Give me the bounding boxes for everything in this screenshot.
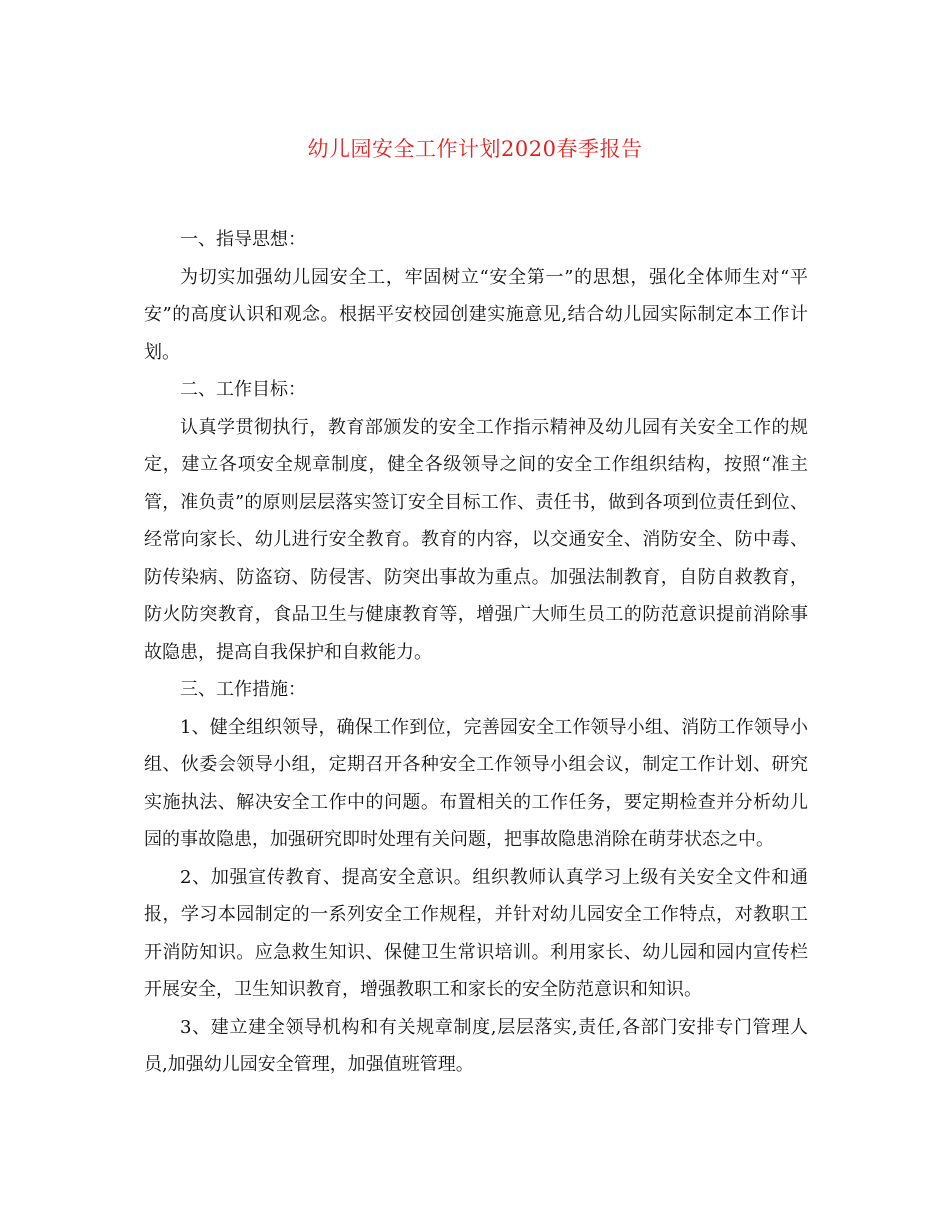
section-heading-work-goals: 二、工作目标： [180, 379, 306, 400]
document-body [144, 221, 808, 1084]
paragraph-measure-1: 1、健全组织领导，确保工作到位，完善园安全工作领导小组、消防工作领导小组、伙委会领导小组，定期召开各种安全工作领导小组会议，制定工作计划、研究实施执法、解决安全工作中的问题。布置相关的工作任务，要定期检查并分析幼儿园的事故隐患，加强研究即时处理有关问题，把事故隐患消除在萌芽状态之中。 [144, 716, 808, 850]
paragraph-work-goals: 认真学贯彻执行，教育部颁发的安全工作指示精神及幼儿园有关安全工作的规定，建立各项安全规章制度，健全各级领导之间的安全工作组织结构，按照“准主管，准负责”的原则层层落实签订安全目标工作、责任书，做到各项到位责任到位、经常向家长、幼儿进行安全教育。教育的内容，以交通安全、消防安全、防中毒、防传染病、防盗窃、防侵害、防突出事故为重点。加强法制教育，自防自救教育，防火防突教育，食品卫生与健康教育等，增强广大师生员工的防范意识提前消除事故隐患，提高自我保护和自救能力。 [144, 416, 808, 663]
paragraph-guiding-ideology: 为切实加强幼儿园安全工，牢固树立“安全第一”的思想，强化全体师生对“平安”的高度认识和观念。根据平安校园创建实施意见,结合幼儿园实际制定本工作计划。 [144, 266, 808, 363]
section-heading-work-measures: 三、工作措施： [180, 679, 306, 700]
paragraph-measure-2: 2、加强宣传教育、提高安全意识。组织教师认真学习上级有关安全文件和通报，学习本园制定的一系列安全工作规程，并针对幼儿园安全工作特点，对教职工开消防知识。应急救生知识、保健卫生常识培训。利用家长、幼儿园和园内宣传栏开展安全，卫生知识教育，增强教职工和家长的安全防范意识和知识。 [144, 866, 808, 1000]
paragraph-measure-3: 3、建立建全领导机构和有关规章制度,层层落实,责任,各部门安排专门管理人员,加强幼儿园安全管理，加强值班管理。 [144, 1016, 808, 1075]
section-heading-guiding-ideology: 一、指导思想： [180, 229, 306, 250]
document-title: 幼儿园安全工作计划2020春季报告 [307, 137, 643, 161]
